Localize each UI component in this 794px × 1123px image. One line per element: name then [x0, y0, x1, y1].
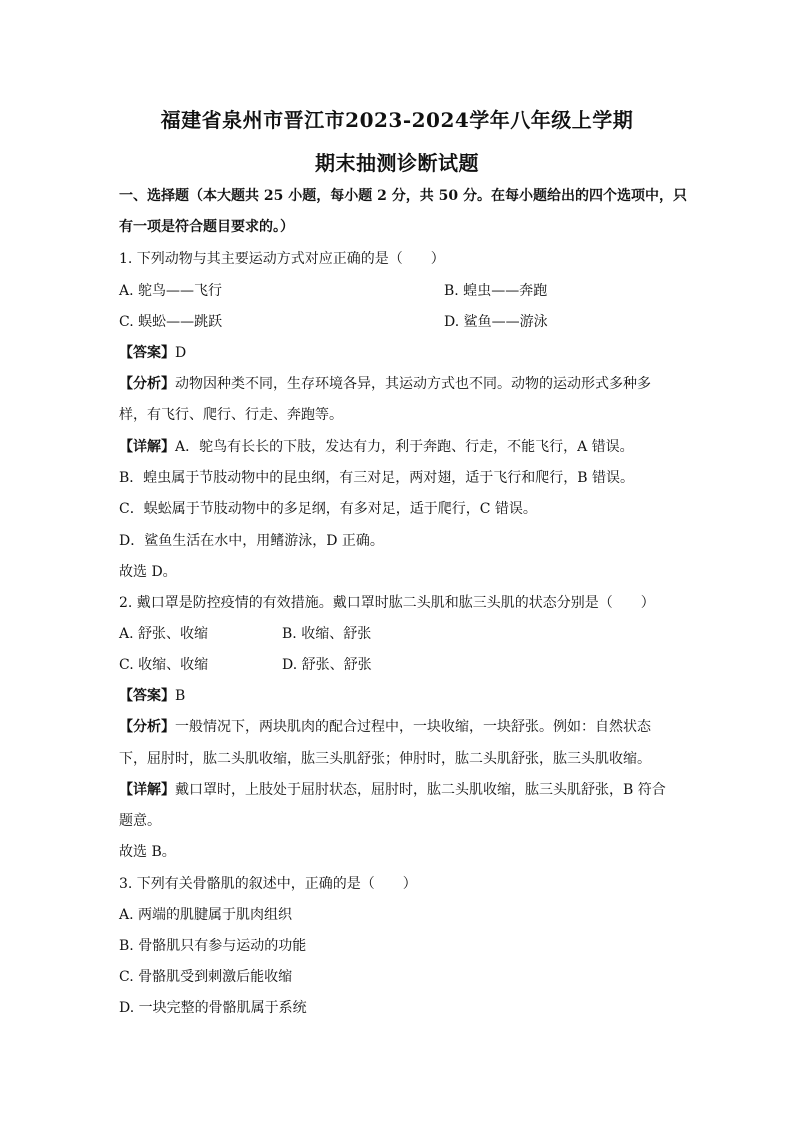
q1-analysis-line1	[119, 373, 651, 393]
analysis-text: 动物因种类不同，生存环境各异，其运动方式也不同。动物的运动形式多种多	[175, 376, 651, 392]
q2-option-b: B. 收缩、舒张	[282, 626, 372, 642]
q1-detail-line1	[119, 436, 634, 456]
q2-analysis-line1	[119, 716, 651, 736]
q2-detail-line2: 题意。	[119, 813, 161, 829]
q2-option-d: D. 舒张、舒张	[282, 657, 372, 673]
detail-text: 戴口罩时，上肢处于屈肘状态，屈肘时，肱二头肌收缩，肱三头肌舒张，B 符合	[175, 782, 666, 798]
q3-stem: 3. 下列有关骨骼肌的叙述中，正确的是（ ）	[119, 876, 417, 892]
q3-option-c: C. 骨骼肌受到刺激后能收缩	[119, 969, 293, 985]
q1-detail-line2: B．蝗虫属于节肢动物中的昆虫纲，有三对足，两对翅，适于飞行和爬行，B 错误。	[119, 470, 635, 486]
answer-tag: 【答案】	[119, 345, 175, 361]
document-title-line2: 期末抽测诊断试题	[315, 151, 479, 175]
q2-option-a: A. 舒张、收缩	[119, 626, 209, 642]
q1-detail-line3: C．蜈蚣属于节肢动物中的多足纲，有多对足，适于爬行，C 错误。	[119, 501, 537, 517]
q2-option-c: C. 收缩、收缩	[119, 657, 209, 673]
q1-option-d: D. 鲨鱼——游泳	[444, 314, 548, 330]
q1-conclusion: 故选 D。	[119, 564, 177, 580]
q2-analysis-line2: 下，屈肘时，肱二头肌收缩，肱三头肌舒张；伸肘时，肱二头肌舒张，肱三头肌收缩。	[119, 751, 651, 767]
detail-text: A．鸵鸟有长长的下肢，发达有力，利于奔跑、行走，不能飞行，A 错误。	[175, 439, 634, 455]
q1-option-c: C. 蜈蚣——跳跃	[119, 314, 223, 330]
answer-value: B	[175, 688, 186, 704]
q1-option-a: A. 鸵鸟——飞行	[119, 283, 223, 299]
q3-option-a: A. 两端的肌腱属于肌肉组织	[119, 907, 293, 923]
answer-value: D	[175, 345, 187, 361]
detail-tag: 【详解】	[119, 439, 175, 455]
analysis-tag: 【分析】	[119, 719, 175, 735]
detail-tag: 【详解】	[119, 782, 175, 798]
document-title-line1: 福建省泉州市晋江市2023-2024学年八年级上学期	[160, 108, 634, 132]
q1-analysis-line2: 样，有飞行、爬行、行走、奔跑等。	[119, 407, 343, 423]
section-heading-line1: 一、选择题（本大题共 25 小题，每小题 2 分，共 50 分。在每小题给出的四个选项中，只	[119, 188, 687, 204]
q2-detail-line1	[119, 779, 666, 799]
q1-stem: 1. 下列动物与其主要运动方式对应正确的是（ ）	[119, 251, 445, 267]
q1-answer	[119, 342, 186, 362]
q2-conclusion: 故选 B。	[119, 844, 176, 860]
q1-detail-line4: D．鲨鱼生活在水中，用鳍游泳，D 正确。	[119, 533, 384, 549]
q2-stem: 2. 戴口罩是防控疫情的有效措施。戴口罩时肱二头肌和肱三头肌的状态分别是（ ）	[119, 595, 655, 611]
q3-option-b: B. 骨骼肌只有参与运动的功能	[119, 938, 307, 954]
q2-answer	[119, 685, 185, 705]
analysis-tag: 【分析】	[119, 376, 175, 392]
analysis-text: 一般情况下，两块肌肉的配合过程中，一块收缩，一块舒张。例如：自然状态	[175, 719, 651, 735]
q1-option-b: B. 蝗虫——奔跑	[444, 283, 548, 299]
q3-option-d: D. 一块完整的骨骼肌属于系统	[119, 1000, 307, 1016]
section-heading-line2: 有一项是符合题目要求的。）	[119, 219, 294, 235]
answer-tag: 【答案】	[119, 688, 175, 704]
